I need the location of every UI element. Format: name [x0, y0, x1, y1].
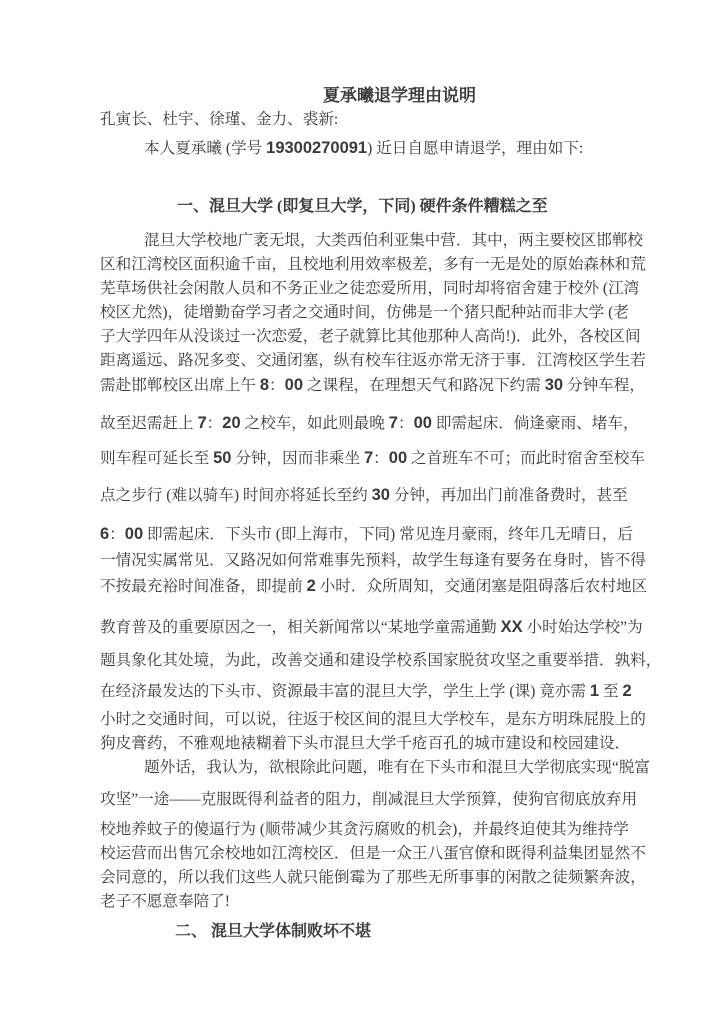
document-line: 老子不愿意奉陪了!	[100, 893, 230, 910]
document-line: 芜草场供社会闲散人员和不务正业之徒恋爱所用，同时却将宿舍建于校外 (江湾	[100, 280, 640, 297]
document-title: 夏承曦退学理由说明	[323, 86, 476, 105]
section-2-heading: 二、 混旦大学体制败坏不堪	[175, 923, 372, 940]
document-line: 故至迟需赶上 7：20 之校车，如此则最晚 7：00 即需起床．倘逢豪雨、堵车，	[100, 414, 639, 432]
document-line: 教育普及的重要原因之一，相关新闻常以“某地学童需通勤 XX 小时始达学校”为	[100, 618, 643, 636]
section-1-heading: 一、混旦大学 (即复旦大学，下同) 硬件条件糟糕之至	[177, 198, 548, 215]
document-line: 则车程可延长至 50 分钟，因而非乘坐 7：00 之首班车不可；而此时宿舍至校车	[100, 449, 645, 467]
section-1-paragraph-1	[100, 229, 662, 756]
document-line: 需赴邯郸校区出席上午 8：00 之课程，在理想天气和路况下约需 30 分钟车程，	[100, 376, 645, 394]
document-line: 混旦大学校地广袤无垠，大类西伯利亚集中营．其中，两主要校区邯郸校	[144, 232, 644, 249]
intro-line: 本人夏承曦 (学号 19300270091) 近日自愿申请退学，理由如下:	[144, 139, 584, 157]
document-line: 狗皮膏药，不雅观地裱糊着下头市混旦大学千疮百孔的城市建设和校园建设．	[100, 735, 631, 752]
section-1-paragraph-2	[100, 756, 650, 914]
document-line: 一情况实属常见．又路况如何常难事先预料，故学生每逢有要务在身时，皆不得	[100, 552, 646, 569]
document-line: 距离遥远、路况多变、交通闭塞，纵有校车往返亦常无济于事．江湾校区学生若	[100, 352, 646, 369]
salutation-line: 孔寅长、杜宇、徐瑾、金力、裘新:	[100, 111, 339, 128]
document-line: 校区尤然)，徒增勤奋学习者之交通时间，仿佛是一个猪只配种站而非大学 (老	[100, 304, 629, 321]
document-line: 点之步行 (难以骑车) 时间亦将延长至约 30 分钟，再加出门前准备费时，甚至	[100, 486, 628, 504]
document-line: 6：00 即需起床．下头市 (即上海市，下同) 常见连月豪雨，终年几无晴日，后	[100, 525, 634, 543]
document-line: 区和江湾校区面积逾千亩，且校地利用效率极差，多有一无是处的原始森林和荒	[100, 256, 646, 273]
document-line: 攻坚”一途——克服既得利益者的阻力，削减混旦大学预算，使狗官彻底放弃用	[100, 791, 638, 808]
document-line: 会同意的，所以我们这些人就只能倒霉为了那些无所事事的闲散之徒频繁奔波，	[100, 869, 646, 886]
document-line: 题外话，我认为，欲根除此问题，唯有在下头市和混旦大学彻底实现“脱富	[144, 759, 650, 776]
document-line: 在经济最发达的下头市、资源最丰富的混旦大学，学生上学 (课) 竟亦需 1 至 2	[100, 682, 632, 700]
document-line: 子大学四年从没谈过一次恋爱，老子就算比其他那种人高尚!)．此外，各校区间	[100, 328, 641, 345]
document-line: 不按最充裕时间准备，即提前 2 小时．众所周知，交通闭塞是阻碍落后农村地区	[100, 577, 648, 595]
document-line: 校运营而出售冗余校地如江湾校区．但是一众王八蛋官僚和既得利益集团显然不	[100, 845, 646, 862]
document-line: 题具象化其处境，为此，改善交通和建设学校系国家脱贫攻坚之重要举措．孰料，	[100, 652, 662, 669]
document-line: 校地养蚊子的傻逼行为 (顺带减少其贪污腐败的机会)，并最终迫使其为维持学	[100, 821, 629, 838]
document-line: 小时之交通时间，可以说，往返于校区间的混旦大学校车，是东方明珠屁股上的	[100, 711, 646, 728]
